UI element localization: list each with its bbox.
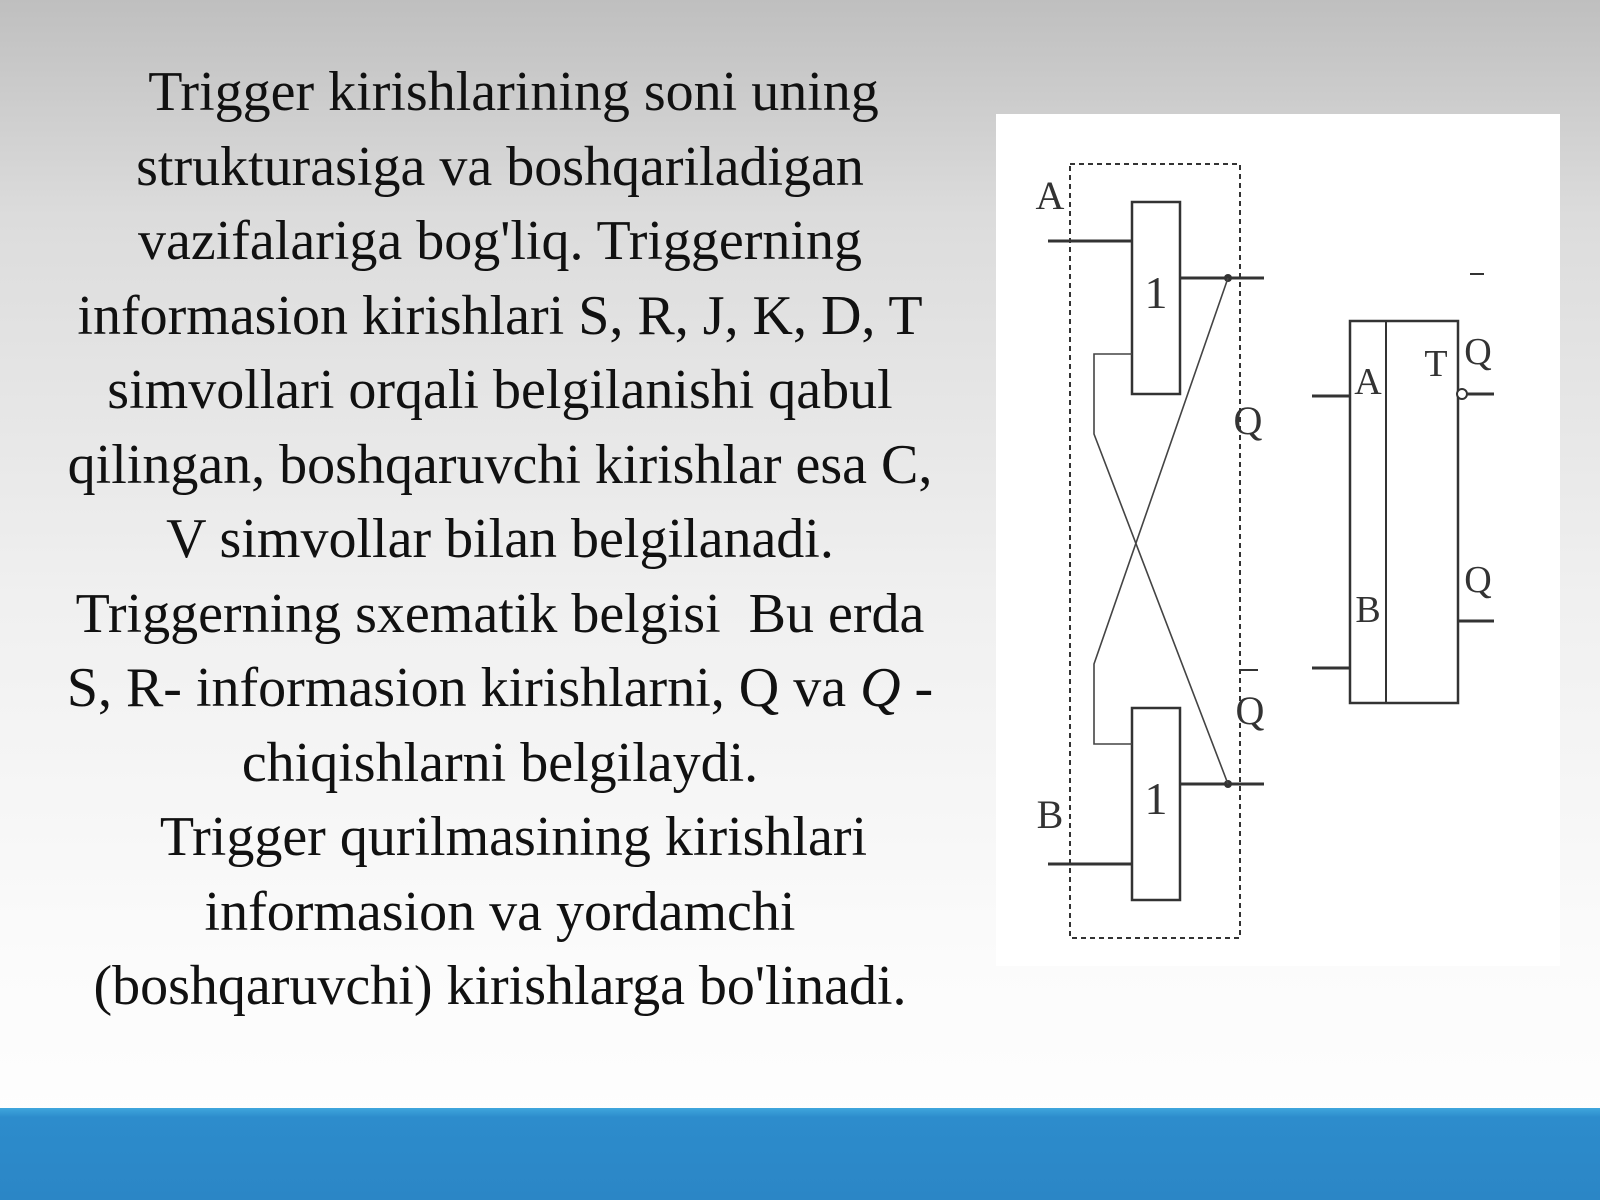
block-output-q-bar-label: Q [1464, 331, 1492, 373]
block-output-q-label: Q [1464, 559, 1492, 601]
block-input-b-label: B [1355, 589, 1381, 631]
trigger-diagram-svg [996, 114, 1560, 966]
inversion-bubble [1457, 389, 1467, 399]
text-line-8: Triggerning sxematik belgisi Bu erda [75, 582, 925, 645]
text-line-12: informasion va yordamchi [204, 880, 796, 943]
text-line-3: vazifalariga bog'liq. Triggerning [138, 210, 862, 272]
gate-bottom-label: 1 [1144, 773, 1168, 824]
output-q-bar-label: Q [1235, 688, 1265, 733]
text-line-4: informasion kirishlari S, R, J, K, D, T [77, 284, 923, 347]
text-line-9-start: S, R- informasion kirishlarni, Q va [66, 657, 861, 719]
text-line-6: qilingan, boshqaruvchi kirishlar esa C, [67, 433, 933, 496]
input-b-label: B [1036, 792, 1064, 837]
slide-text [10, 55, 990, 1024]
output-q-label: Q [1233, 398, 1263, 443]
text-line-7: V simvollar bilan belgilanadi. [166, 508, 834, 570]
trigger-diagram [996, 114, 1560, 966]
input-a-label: A [1035, 173, 1065, 218]
text-line-11: Trigger qurilmasining kirishlari [132, 806, 868, 868]
block-t-label: T [1424, 343, 1448, 385]
text-line-2: strukturasiga va boshqariladigan [136, 135, 864, 198]
text-line-1: Trigger kirishlarining soni uning [121, 61, 879, 123]
text-line-9-end: - [900, 657, 934, 719]
gate-top-label: 1 [1144, 267, 1168, 318]
block-input-a-label: A [1354, 361, 1382, 403]
text-line-13: (boshqaruvchi) kirishlarga bo'linadi. [93, 955, 907, 1017]
text-line-9 [10, 651, 990, 726]
text-line-5: simvollari orqali belgilanishi qabul [107, 359, 893, 421]
text-line-9-italic-q: Q [860, 657, 901, 719]
text-line-10: chiqishlarni belgilaydi. [241, 731, 759, 794]
footer-bar [0, 1108, 1600, 1200]
